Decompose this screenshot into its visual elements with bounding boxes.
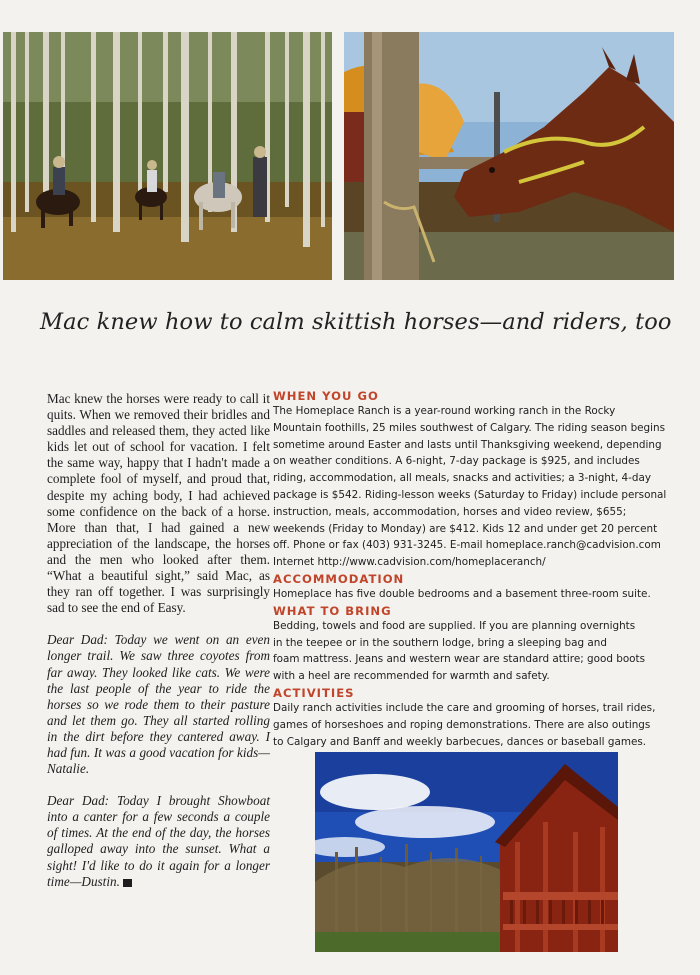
when-line: off. Phone or fax (403) 931-3245. E-mail homeplace.ranch@cadvision.com [273, 539, 661, 552]
activities-heading: ACTIVITIES [273, 685, 355, 700]
story-column [47, 391, 270, 890]
when-line: package is $542. Riding-lesson weeks (Saturday to Friday) include personal [273, 488, 667, 501]
when-line: instruction, meals, accommodation, horses and video review, $655; [273, 505, 627, 518]
when-line: Mountain foothills, 25 miles southwest of Calgary. The riding season begins [273, 421, 666, 434]
letter-dustin-text: Dear Dad: Today I brought Showboat into a canter for a few seconds a couple of times. At the end of the day, the horses galloped away into the sunset. What a sight! I'd like to do it again for a longer time—Dustin. [47, 793, 270, 889]
when-line: riding, accommodation, all meals, snacks and activities; a 3-night, 4-day [273, 472, 652, 485]
accommodation-text [273, 587, 693, 603]
when-line: Internet http://www.cadvision.com/homeplaceranch/ [273, 556, 546, 569]
bring-line: Bedding, towels and food are supplied. If you are planning overnights [273, 619, 636, 632]
activities-text [273, 701, 693, 750]
what-to-bring-heading: WHAT TO BRING [273, 603, 392, 618]
when-line: weekends (Friday to Monday) are $412. Kids 12 and under get 20 percent [273, 522, 658, 535]
photo-riders-forest [3, 32, 332, 280]
activities-line: Daily ranch activities include the care and grooming of horses, trail rides, [273, 701, 656, 714]
when-line: sometime around Easter and lasts until Thanksgiving weekend, depending [273, 438, 662, 451]
article-headline: Mac knew how to calm skittish horses—and riders, too [40, 309, 672, 335]
when-line: The Homeplace Ranch is a year-round working ranch in the Rocky [273, 405, 616, 417]
when-you-go-heading: WHEN YOU GO [273, 389, 379, 403]
what-to-bring-text [273, 619, 693, 685]
photo-red-lodge [315, 752, 618, 952]
travel-info-sidebar [273, 389, 693, 751]
story-body: Mac knew the horses were ready to call it quits. When we removed their bridles and saddles and released them, they acted like kids let out of school for vacation. I felt the same way, happy that I hadn't made a complete fool of myself, and proud that, despite my aching body, I had achieved some confidence on the back of a horse. More than that, I had gained a new appreciation of the landscape, the horses and the men who looked after them. “What a beautiful sight,” said Mac, as they ran off together. I was surprisingly sad to see the end of Easy. [47, 391, 270, 616]
accommodation-line: Homeplace has five double bedrooms and a basement three-room suite. [273, 587, 651, 600]
bring-line: in the teepee or in the southern lodge, bring a sleeping bag and [273, 636, 607, 649]
letter-natalie: Dear Dad: Today we went on an even longer trail. We saw three coyotes from far away. They looked like cats. We were the last people of the year to ride the horses so we rode them to their pasture and let them go. They all started rolling in the dirt before they cantered away. I had fun. It was a good vacation for kids—Natalie. [47, 632, 270, 777]
activities-line: games of horseshoes and roping demonstrations. There are also outings [273, 718, 651, 731]
when-line: on weather conditions. A 6-night, 7-day package is $925, and includes [273, 455, 640, 468]
when-you-go-text [273, 404, 693, 571]
bring-line: with a heel are recommended for warmth and safety. [273, 670, 550, 683]
letter-dustin [47, 793, 270, 890]
activities-line: to Calgary and Banff and weekly barbecues, dances or baseball games. [273, 735, 647, 748]
photo-horse-fence [344, 32, 674, 280]
end-mark-icon [123, 879, 132, 887]
bring-line: foam mattress. Jeans and western wear are standard attire; good boots [273, 653, 646, 666]
accommodation-heading: ACCOMMODATION [273, 571, 405, 586]
